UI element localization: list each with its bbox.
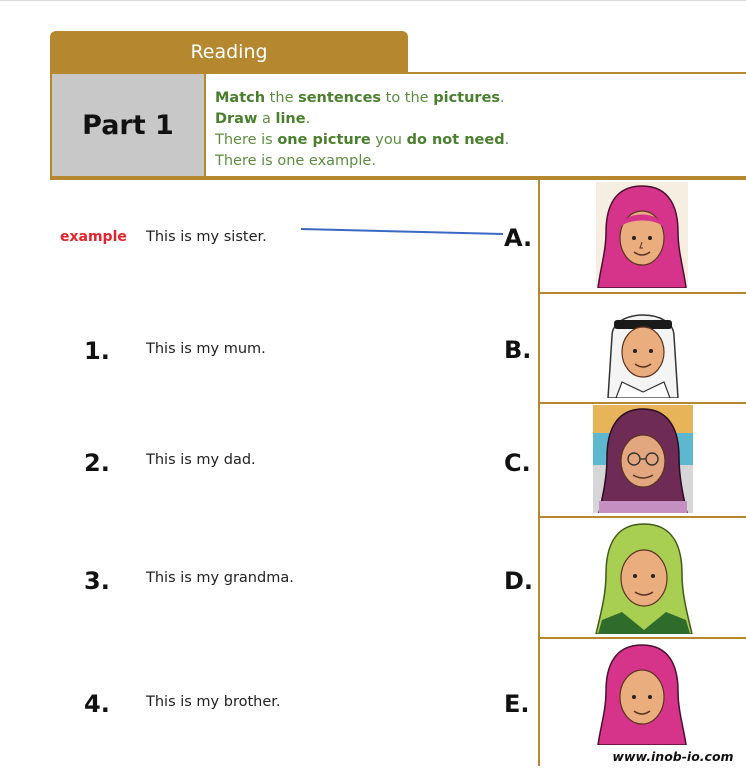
instr-word: sentences [298, 90, 382, 106]
picture-row-divider [538, 516, 746, 518]
girl-pink-hijab-icon [596, 182, 688, 288]
boy-ghutra-icon [592, 296, 694, 398]
watermark [600, 746, 746, 766]
part-title-box [52, 74, 206, 176]
girl-pink-hijab-icon [594, 641, 690, 745]
item-number-1: 1. [84, 337, 110, 365]
item-sentence-3: This is my grandma. [146, 570, 294, 586]
instruction-line-1 [215, 88, 509, 109]
picture-letter-c: C. [504, 449, 531, 477]
item-number-4: 4. [84, 690, 110, 718]
instr-word: one picture [277, 132, 371, 148]
picture-letter-d: D. [504, 567, 534, 595]
instruction-line-2 [215, 109, 509, 130]
picture-row-divider [538, 637, 746, 639]
instr-word: . [500, 90, 505, 106]
item-sentence-4: This is my brother. [146, 694, 281, 710]
woman-green-hijab-icon [592, 520, 696, 634]
section-tab-label: Reading [190, 41, 268, 63]
instr-word: There is [215, 132, 278, 148]
picture-row-divider [538, 402, 746, 404]
example-sentence: This is my sister. [146, 229, 267, 245]
item-number-3: 3. [84, 567, 110, 595]
watermark-text: www.inob-io.com [612, 748, 734, 764]
item-number-2: 2. [84, 449, 110, 477]
picture-letter-b: B. [504, 336, 532, 364]
instr-word: a [257, 111, 276, 127]
picture-letter-e: E. [504, 690, 530, 718]
part-title: Part 1 [82, 109, 174, 141]
instruction-line-4: There is one example. [215, 153, 376, 169]
grandma-purple-hijab-icon [593, 405, 693, 513]
picture-row-divider [538, 292, 746, 294]
instr-word: to the [381, 90, 434, 106]
picture-column-border [538, 178, 540, 766]
instructions [215, 88, 509, 172]
instr-word: Draw [215, 111, 258, 127]
instruction-line-3 [215, 130, 509, 151]
instr-word: Match [215, 90, 266, 106]
item-sentence-2: This is my dad. [146, 452, 256, 468]
instr-word: line [275, 111, 306, 127]
top-border [0, 0, 746, 1]
header-box [50, 72, 746, 178]
item-sentence-1: This is my mum. [146, 341, 266, 357]
instr-word: the [265, 90, 299, 106]
instr-word: pictures [433, 90, 501, 106]
picture-letter-a: A. [504, 224, 533, 252]
example-label: example [60, 229, 127, 245]
header-separator [50, 178, 746, 180]
instr-word: . [504, 132, 510, 148]
section-tab [50, 31, 408, 73]
instr-word: do not need [406, 132, 505, 148]
example-match-line [300, 226, 510, 238]
instr-word: . [305, 111, 311, 127]
instr-word: you [370, 132, 407, 148]
